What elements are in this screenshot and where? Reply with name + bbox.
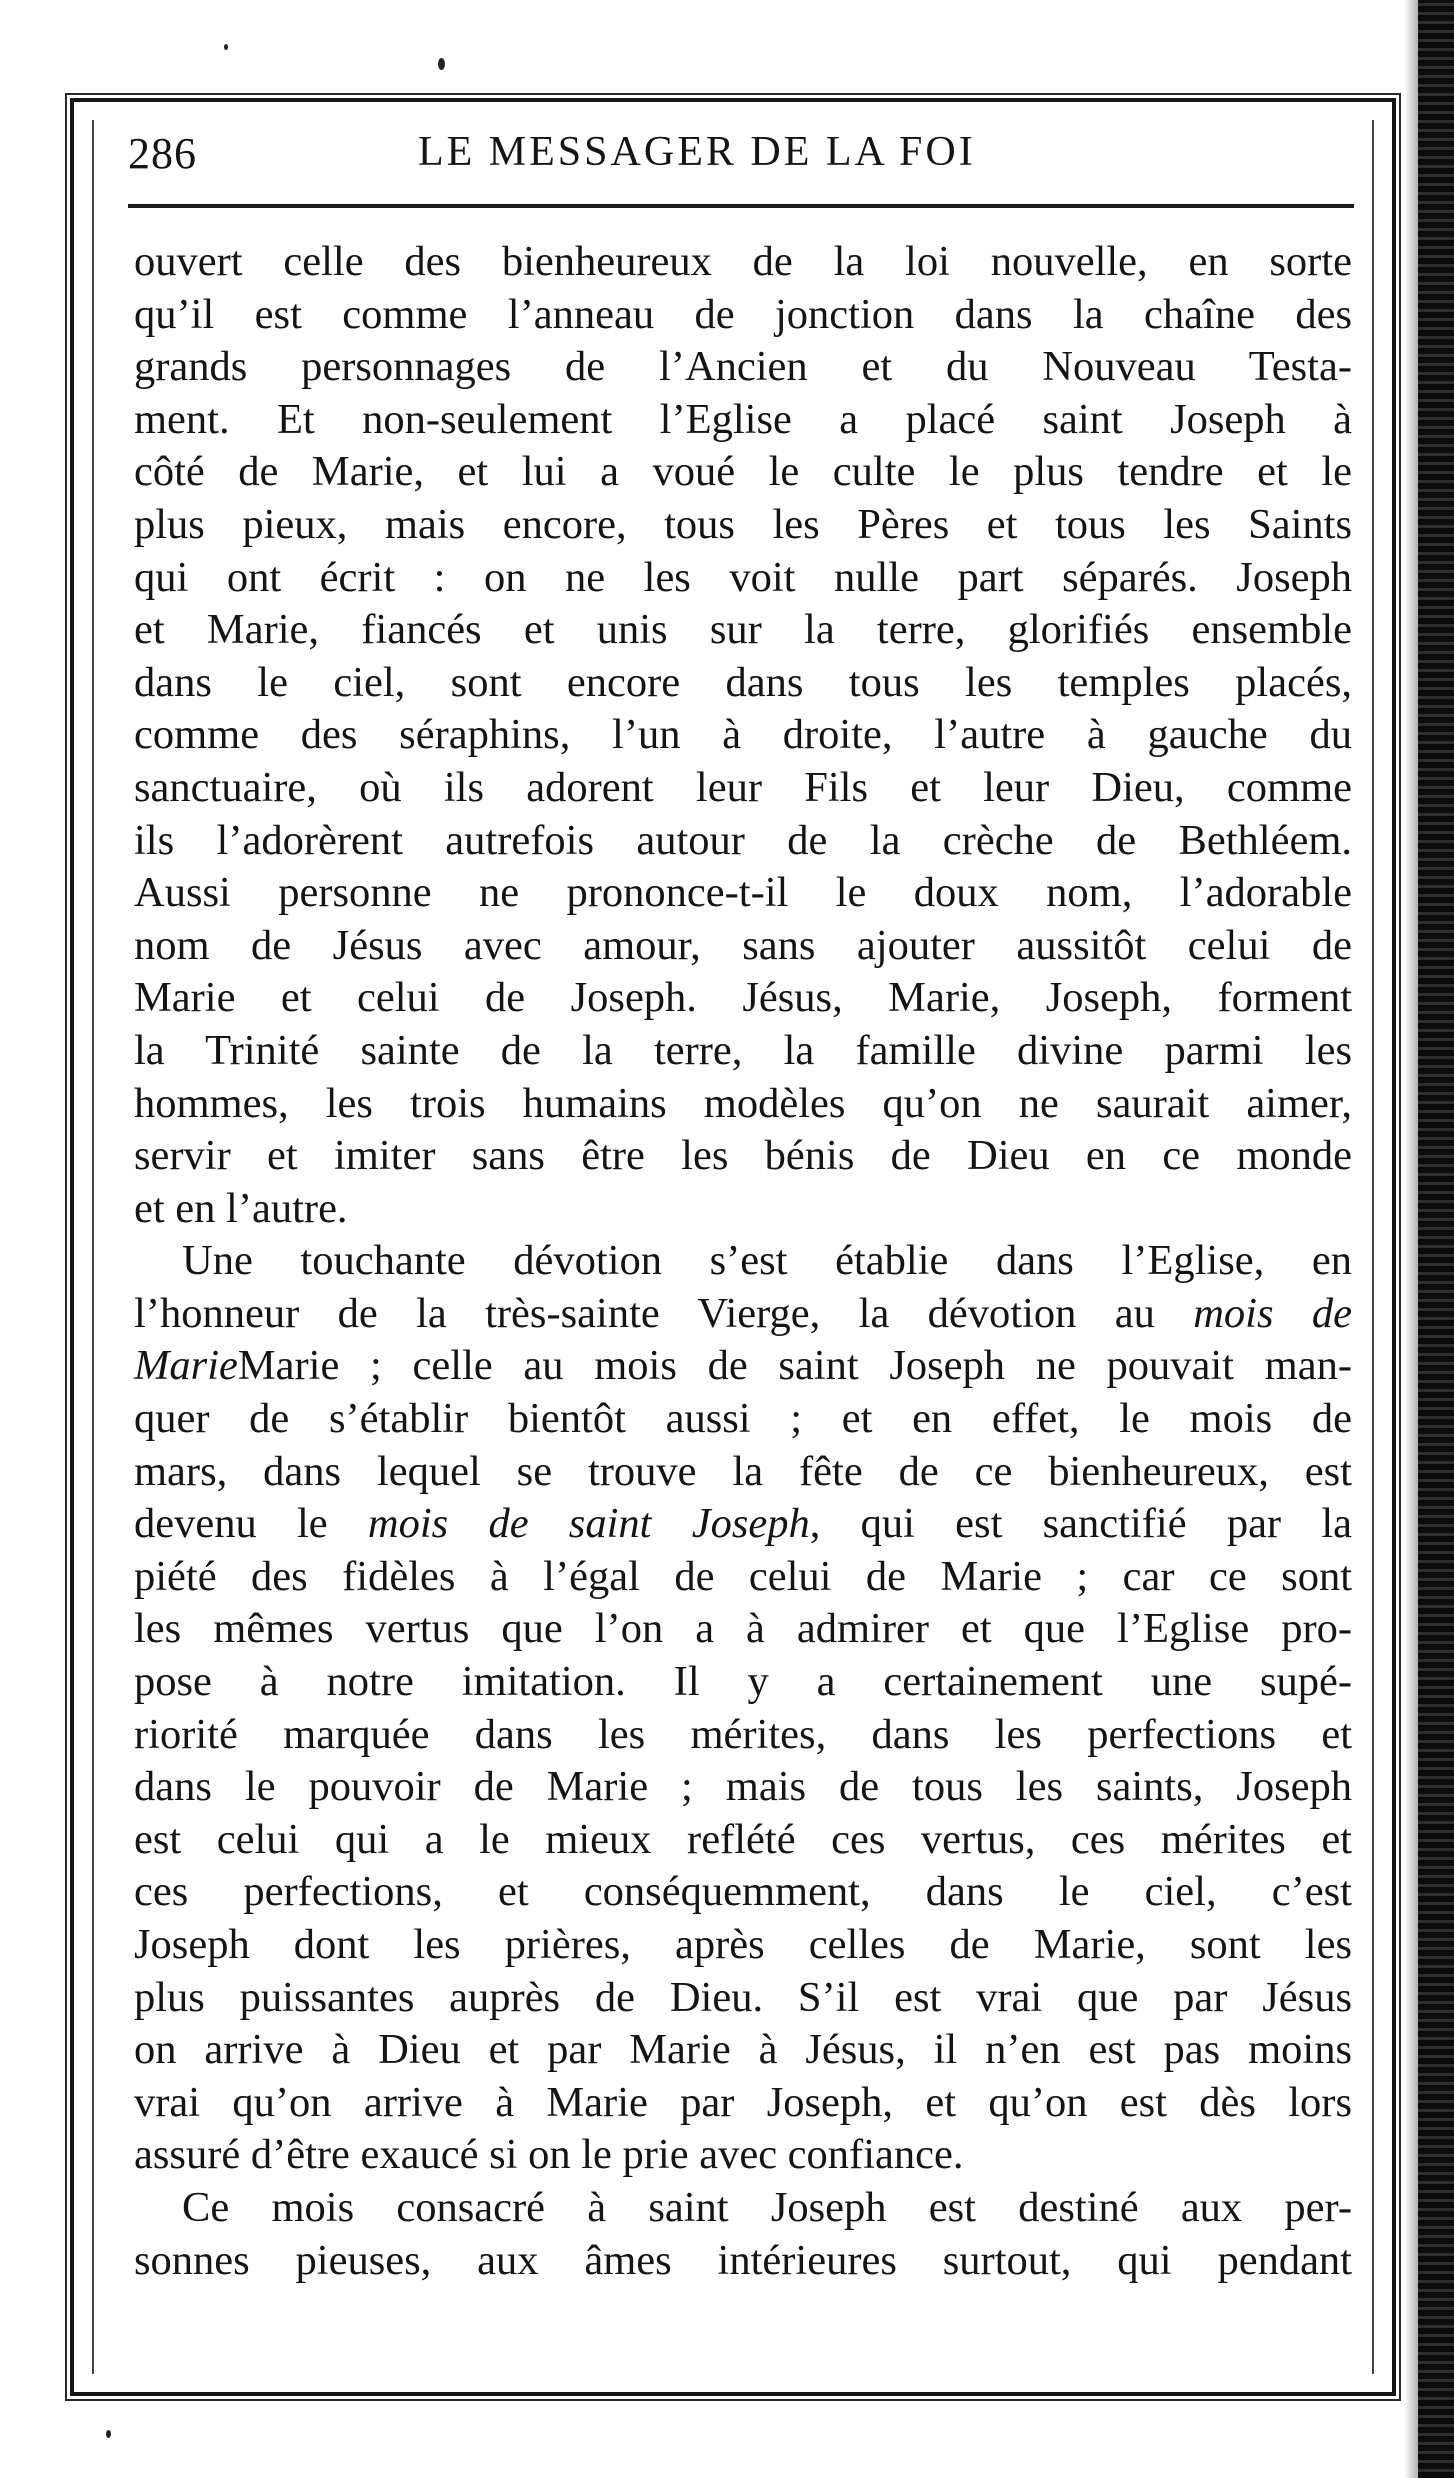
text-line: nom de Jésus avec amour, sans ajouter aussitôt celui de	[134, 921, 1352, 969]
text-line	[134, 1288, 1352, 1341]
text-line: et en l’autre.	[134, 1184, 348, 1232]
book-binding-edge	[1418, 0, 1454, 2478]
text-line	[134, 1340, 1352, 1393]
text-line: Joseph dont les prières, après celles de Marie, sont les	[134, 1921, 1352, 1968]
text-line: qui ont écrit : on ne les voit nulle part séparés. Joseph	[134, 553, 1352, 601]
text-line: sonnes pieuses, aux âmes intérieures surtout, qui pendant	[134, 2236, 1352, 2284]
text-line: pose à notre imitation. Il y a certainement une supé-	[134, 1658, 1352, 1706]
text-fragment: Marie ; celle au mois de saint Joseph ne pouvait man-	[237, 1342, 1352, 1390]
text-line: ouvert celle des bienheureux de la loi nouvelle, en sorte	[134, 238, 1352, 285]
text-line: plus puissantes auprès de Dieu. S’il est vrai que par Jésus	[134, 1973, 1352, 2021]
running-header	[128, 120, 1358, 182]
text-line: hommes, les trois humains modèles qu’on ne saurait aimer,	[134, 1079, 1352, 1127]
text-line: ils l’adorèrent autrefois autour de la crèche de Bethléem.	[134, 816, 1352, 864]
page-number: 286	[128, 129, 197, 178]
text-line: dans le pouvoir de Marie ; mais de tous les saints, Joseph	[134, 1763, 1352, 1811]
text-fragment: , qui est sanctifié par la	[809, 1500, 1353, 1548]
text-line: assuré d’être exaucé si on le prie avec confiance.	[134, 2131, 964, 2179]
text-line: Une touchante dévotion s’est établie dans l’Eglise, en	[182, 1237, 1352, 1285]
text-line: qu’il est comme l’anneau de jonction dans la chaîne des	[134, 290, 1352, 338]
text-line: dans le ciel, sont encore dans tous les temples placés,	[134, 658, 1352, 706]
text-line: on arrive à Dieu et par Marie à Jésus, il n’en est pas moins	[134, 2026, 1352, 2074]
text-fragment: l’honneur de la très-sainte Vierge, la dévotion au	[134, 1289, 1194, 1337]
print-speck	[438, 58, 445, 70]
body-text	[134, 236, 1352, 2287]
italic-phrase: Marie	[134, 1342, 238, 1390]
text-line: Aussi personne ne prononce-t-il le doux nom, l’adorable	[134, 869, 1352, 917]
print-speck	[224, 44, 228, 50]
header-rule	[128, 204, 1354, 208]
text-line: Ce mois consacré à saint Joseph est destiné aux per-	[182, 2183, 1352, 2231]
text-line: ment. Et non-seulement l’Eglise a placé saint Joseph à	[134, 395, 1352, 443]
italic-phrase: mois de	[1193, 1289, 1352, 1337]
text-line: Marie et celui de Joseph. Jésus, Marie, Joseph, forment	[134, 974, 1352, 1022]
text-line: servir et imiter sans être les bénis de Dieu en ce monde	[134, 1132, 1352, 1180]
text-line: et Marie, fiancés et unis sur la terre, glorifiés ensemble	[134, 606, 1352, 654]
text-line: ces perfections, et conséquemment, dans le ciel, c’est	[134, 1868, 1352, 1916]
text-line: grands personnages de l’Ancien et du Nouveau Testa-	[134, 343, 1352, 391]
text-line: mars, dans lequel se trouve la fête de ce bienheureux, est	[134, 1447, 1352, 1495]
text-line: côté de Marie, et lui a voué le culte le plus tendre et le	[134, 448, 1352, 496]
binding-shadow	[1404, 0, 1418, 2478]
text-line: plus pieux, mais encore, tous les Pères et tous les Saints	[134, 500, 1352, 548]
print-speck	[106, 2430, 111, 2438]
running-title: LE MESSAGER DE LA FOI	[418, 129, 976, 175]
text-line: piété des fidèles à l’égal de celui de Marie ; car ce sont	[134, 1552, 1352, 1600]
italic-phrase: mois de saint Joseph	[367, 1500, 810, 1548]
text-line: sanctuaire, où ils adorent leur Fils et leur Dieu, comme	[134, 763, 1352, 811]
text-fragment: devenu le	[134, 1500, 368, 1548]
text-line: quer de s’établir bientôt aussi ; et en effet, le mois de	[134, 1395, 1352, 1443]
text-line: les mêmes vertus que l’on a à admirer et que l’Eglise pro-	[134, 1605, 1352, 1653]
text-line: riorité marquée dans les mérites, dans les perfections et	[134, 1710, 1352, 1758]
text-line: comme des séraphins, l’un à droite, l’autre à gauche du	[134, 711, 1352, 759]
text-line: est celui qui a le mieux reflété ces vertus, ces mérites et	[134, 1815, 1352, 1863]
text-line: la Trinité sainte de la terre, la famille divine parmi les	[134, 1026, 1352, 1074]
text-line	[134, 1498, 1352, 1551]
text-line: vrai qu’on arrive à Marie par Joseph, et qu’on est dès lors	[134, 2078, 1352, 2126]
